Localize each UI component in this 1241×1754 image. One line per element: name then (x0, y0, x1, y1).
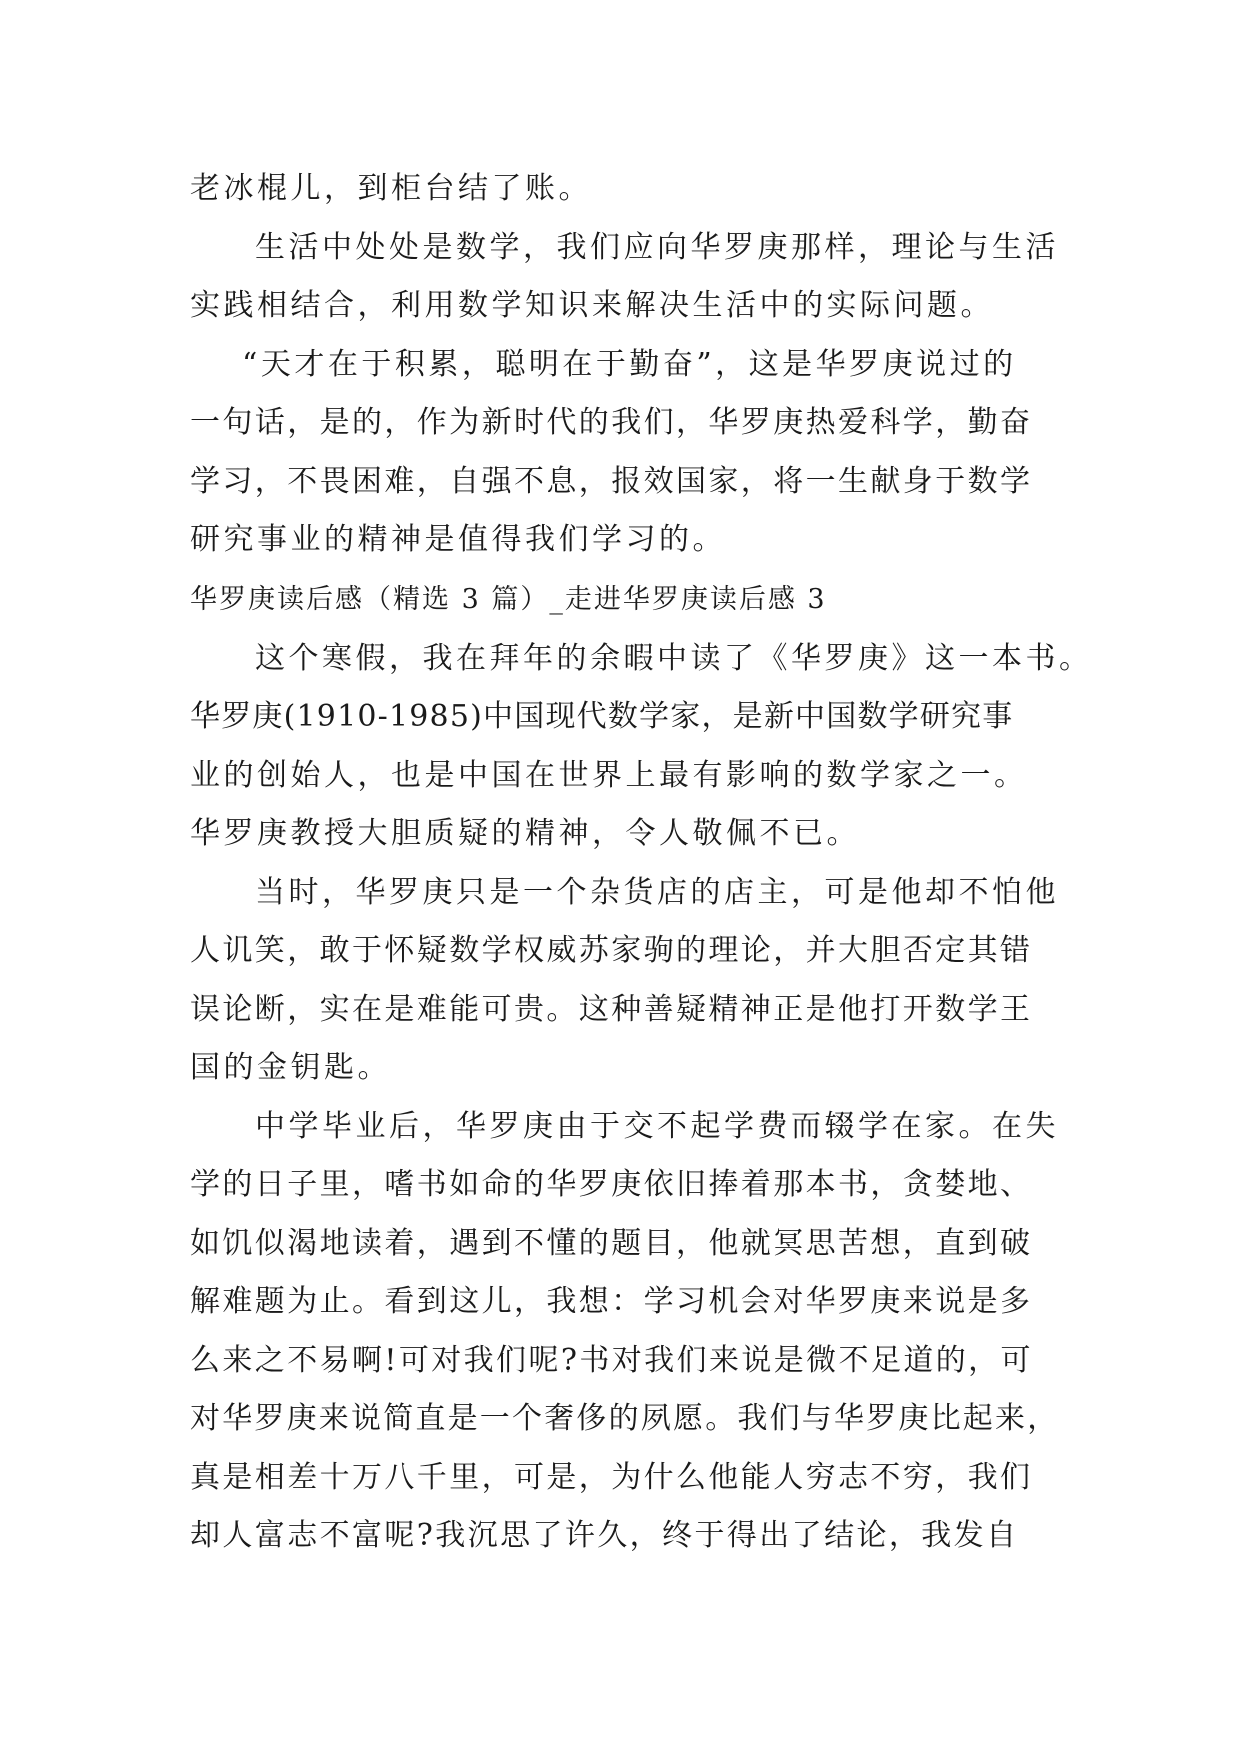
text-line: 真是相差十万八千里，可是，为什么他能人穷志不穷，我们 (190, 1459, 1033, 1495)
text-line: 华罗庚(1910-1985)中国现代数学家，是新中国数学研究事 (190, 699, 1014, 734)
text-line: 如饥似渴地读着，遇到不懂的题目，他就冥思苦想，直到破 (190, 1225, 1033, 1261)
text-line: 一句话，是的，作为新时代的我们，华罗庚热爱科学，勤奋 (190, 405, 1033, 440)
text-line: 国的金钥匙。 (190, 1050, 391, 1085)
paragraph-start-line: 生活中处处是数学，我们应向华罗庚那样，理论与生活 (255, 229, 1059, 265)
paragraph-start-line: “天才在于积累，聪明在于勤奋”，这是华罗庚说过的 (242, 346, 1017, 382)
text-line: 业的创始人，也是中国在世界上最有影响的数学家之一。 (190, 757, 1028, 793)
text-line: 却人富志不富呢?我沉思了许久，终于得出了结论，我发自 (190, 1518, 1019, 1553)
text-line: 华罗庚教授大胆质疑的精神，令人敬佩不已。 (190, 816, 860, 851)
text-line: 解难题为止。看到这儿，我想：学习机会对华罗庚来说是多 (190, 1284, 1033, 1319)
text-line: 实践相结合，利用数学知识来解决生活中的实际问题。 (190, 288, 994, 323)
text-line: 老冰棍儿，到柜台结了账。 (190, 171, 592, 206)
text-line: 学习，不畏困难，自强不息，报效国家，将一生献身于数学 (190, 463, 1033, 499)
text-line: 人讥笑，敢于怀疑数学权威苏家驹的理论，并大胆否定其错 (190, 933, 1033, 968)
paragraph-start-line: 中学毕业后，华罗庚由于交不起学费而辍学在家。在失 (255, 1108, 1059, 1144)
paragraph-start-line: 这个寒假，我在拜年的余暇中读了《华罗庚》这一本书。 (255, 640, 1093, 676)
text-line: 研究事业的精神是值得我们学习的。 (190, 522, 726, 557)
text-line: 误论断，实在是难能可贵。这种善疑精神正是他打开数学王 (190, 991, 1033, 1027)
text-line: 么来之不易啊!可对我们呢?书对我们来说是微不足道的，可 (190, 1342, 1033, 1378)
paragraph-start-line: 当时，华罗庚只是一个杂货店的店主，可是他却不怕他 (255, 874, 1059, 910)
section-heading: 华罗庚读后感（精选 3 篇）_走进华罗庚读后感 3 (190, 583, 827, 615)
text-line: 对华罗庚来说简直是一个奢侈的夙愿。我们与华罗庚比起来， (190, 1401, 1060, 1436)
document-body (190, 160, 1093, 1566)
text-line: 学的日子里，嗜书如命的华罗庚依旧捧着那本书，贪婪地、 (190, 1167, 1033, 1202)
